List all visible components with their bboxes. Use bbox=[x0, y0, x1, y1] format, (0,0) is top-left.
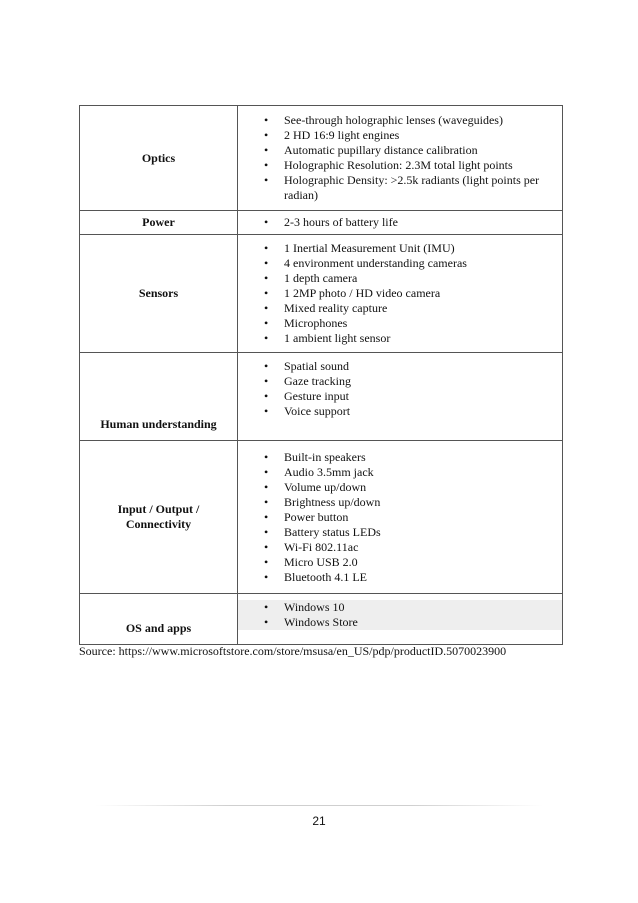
row-label-human-understanding bbox=[80, 353, 238, 441]
bullet-list bbox=[238, 359, 562, 419]
list-item: • Battery status LEDs bbox=[238, 525, 560, 540]
list-item: • 1 depth camera bbox=[238, 271, 560, 286]
list-item: • Automatic pupillary distance calibration bbox=[238, 143, 560, 158]
table-row-optics bbox=[80, 106, 563, 211]
list-item: • Spatial sound bbox=[238, 359, 560, 374]
bullet-list bbox=[238, 450, 562, 585]
row-items-os-and-apps bbox=[238, 594, 563, 645]
table-row-power bbox=[80, 211, 563, 235]
list-item: • Gesture input bbox=[238, 389, 560, 404]
row-label-optics: Optics bbox=[80, 106, 238, 211]
list-item: • Holographic Density: >2.5k radiants (light points per radian) bbox=[238, 173, 560, 203]
list-item: • 1 2MP photo / HD video camera bbox=[238, 286, 560, 301]
row-label-power: Power bbox=[80, 211, 238, 235]
list-item: • Mixed reality capture bbox=[238, 301, 560, 316]
list-item: • Volume up/down bbox=[238, 480, 560, 495]
table-row-os-and-apps bbox=[80, 594, 563, 645]
table-row-sensors bbox=[80, 235, 563, 353]
list-item: • Microphones bbox=[238, 316, 560, 331]
table-row-input-output-connectivity bbox=[80, 441, 563, 594]
row-label-text: Human understanding bbox=[100, 417, 217, 431]
row-label-sensors: Sensors bbox=[80, 235, 238, 353]
bullet-list bbox=[238, 600, 562, 630]
list-item: • Built-in speakers bbox=[238, 450, 560, 465]
list-item: • 2-3 hours of battery life bbox=[238, 215, 560, 230]
list-item: • Power button bbox=[238, 510, 560, 525]
list-item: • Micro USB 2.0 bbox=[238, 555, 560, 570]
page-number: 21 bbox=[312, 814, 326, 828]
list-item: • Audio 3.5mm jack bbox=[238, 465, 560, 480]
list-item: • 4 environment understanding cameras bbox=[238, 256, 560, 271]
specifications-table bbox=[79, 105, 563, 645]
list-item: • Bluetooth 4.1 LE bbox=[238, 570, 560, 585]
row-items-human-understanding bbox=[238, 353, 563, 441]
list-item: • See-through holographic lenses (waveguides) bbox=[238, 113, 560, 128]
list-item: • 1 ambient light sensor bbox=[238, 331, 560, 346]
row-label-os-and-apps bbox=[80, 594, 238, 645]
bullet-list bbox=[238, 215, 562, 230]
row-label-text: OS and apps bbox=[125, 621, 192, 635]
source-caption: Source: https://www.microsoftstore.com/store/msusa/en_US/pdp/productID.5070023900 bbox=[79, 644, 507, 658]
list-item: • 2 HD 16:9 light engines bbox=[238, 128, 560, 143]
list-item: • Windows Store bbox=[238, 615, 560, 630]
list-item: • Windows 10 bbox=[238, 600, 560, 615]
row-items-power bbox=[238, 211, 563, 235]
row-label-text: Input / Output / Connectivity bbox=[117, 502, 200, 531]
list-item: • 1 Inertial Measurement Unit (IMU) bbox=[238, 241, 560, 256]
footer-divider bbox=[95, 805, 543, 806]
list-item: • Wi-Fi 802.11ac bbox=[238, 540, 560, 555]
bullet-list bbox=[238, 113, 562, 203]
list-item: • Holographic Resolution: 2.3M total light points bbox=[238, 158, 560, 173]
row-items-input-output-connectivity bbox=[238, 441, 563, 594]
row-items-sensors bbox=[238, 235, 563, 353]
bullet-list bbox=[238, 241, 562, 346]
row-items-optics bbox=[238, 106, 563, 211]
list-item: • Gaze tracking bbox=[238, 374, 560, 389]
row-label-input-output-connectivity bbox=[80, 441, 238, 594]
list-item: • Brightness up/down bbox=[238, 495, 560, 510]
table-row-human-understanding bbox=[80, 353, 563, 441]
list-item: • Voice support bbox=[238, 404, 560, 419]
